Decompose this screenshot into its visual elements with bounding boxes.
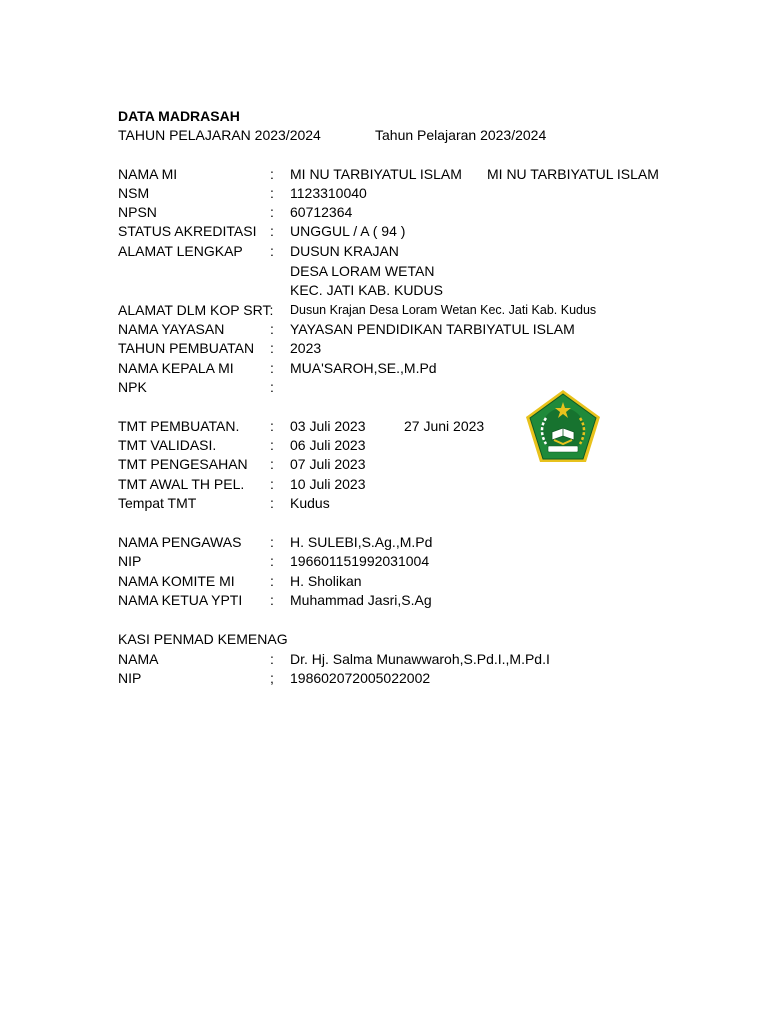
separator: : — [270, 534, 274, 550]
kepala-value: MUA'SAROH,SE.,M.Pd — [290, 360, 437, 376]
komite-label: NAMA KOMITE MI — [118, 573, 235, 589]
kasi-heading: KASI PENMAD KEMENAG — [118, 631, 288, 647]
nama-mi-value: MI NU TARBIYATUL ISLAM — [290, 166, 462, 182]
yayasan-value: YAYASAN PENDIDIKAN TARBIYATUL ISLAM — [290, 321, 575, 337]
separator: ; — [270, 670, 274, 686]
separator: : — [270, 592, 274, 608]
academic-year-upper: TAHUN PELAJARAN 2023/2024 — [118, 127, 321, 143]
separator: : — [270, 204, 274, 220]
alamat-line-3: KEC. JATI KAB. KUDUS — [290, 282, 443, 298]
separator: : — [270, 185, 274, 201]
alamat-label: ALAMAT LENGKAP — [118, 243, 243, 259]
kasi-nama-value: Dr. Hj. Salma Munawwaroh,S.Pd.I.,M.Pd.I — [290, 651, 550, 667]
academic-year-mixed: Tahun Pelajaran 2023/2024 — [375, 127, 547, 143]
separator: : — [270, 418, 274, 434]
kepala-label: NAMA KEPALA MI — [118, 360, 234, 376]
separator: : — [270, 223, 274, 239]
tempat-tmt-label: Tempat TMT — [118, 495, 197, 511]
tmt-awal-value: 10 Juli 2023 — [290, 476, 366, 492]
tmt-pengesahan-label: TMT PENGESAHAN — [118, 456, 248, 472]
separator: : — [270, 437, 274, 453]
ypti-value: Muhammad Jasri,S.Ag — [290, 592, 432, 608]
alamat-line-1: DUSUN KRAJAN — [290, 243, 399, 259]
alamat-line-2: DESA LORAM WETAN — [290, 263, 435, 279]
separator: : — [270, 166, 274, 182]
tmt-validasi-label: TMT VALIDASI. — [118, 437, 217, 453]
separator: : — [270, 360, 274, 376]
tempat-tmt-value: Kudus — [290, 495, 330, 511]
tmt-pembuatan-label: TMT PEMBUATAN. — [118, 418, 240, 434]
pengawas-label: NAMA PENGAWAS — [118, 534, 242, 550]
separator: : — [270, 379, 274, 395]
separator: : — [270, 243, 274, 259]
separator: : — [270, 476, 274, 492]
kemenag-emblem-icon — [524, 388, 602, 466]
kop-label: ALAMAT DLM KOP SRT: — [118, 302, 274, 318]
akreditasi-value: UNGGUL / A ( 94 ) — [290, 223, 406, 239]
akreditasi-label: STATUS AKREDITASI — [118, 223, 257, 239]
separator: : — [270, 495, 274, 511]
tmt-awal-label: TMT AWAL TH PEL. — [118, 476, 245, 492]
nsm-value: 1123310040 — [290, 185, 367, 201]
separator: : — [270, 651, 274, 667]
npsn-label: NPSN — [118, 204, 157, 220]
kasi-nama-label: NAMA — [118, 651, 159, 667]
pengawas-nip-value: 196601151992031004 — [290, 553, 430, 569]
separator: : — [270, 456, 274, 472]
separator: : — [270, 573, 274, 589]
kasi-nip-label: NIP — [118, 670, 142, 686]
tmt-pembuatan-extra: 27 Juni 2023 — [404, 418, 485, 434]
kop-value: Dusun Krajan Desa Loram Wetan Kec. Jati Kab. Kudus — [290, 303, 597, 317]
tmt-pengesahan-value: 07 Juli 2023 — [290, 456, 366, 472]
nsm-label: NSM — [118, 185, 150, 201]
npsn-value: 60712364 — [290, 204, 353, 220]
tmt-validasi-value: 06 Juli 2023 — [290, 437, 366, 453]
pengawas-nip-label: NIP — [118, 553, 142, 569]
tahun-pembuatan-value: 2023 — [290, 340, 322, 356]
separator: : — [270, 321, 274, 337]
separator: : — [270, 340, 274, 356]
komite-value: H. Sholikan — [290, 573, 362, 589]
pengawas-value: H. SULEBI,S.Ag.,M.Pd — [290, 534, 433, 550]
tmt-pembuatan-value: 03 Juli 2023 — [290, 418, 366, 434]
kasi-nip-value: 198602072005022002 — [290, 670, 431, 686]
ypti-label: NAMA KETUA YPTI — [118, 592, 243, 608]
nama-mi-label: NAMA MI — [118, 166, 178, 182]
tahun-pembuatan-label: TAHUN PEMBUATAN — [118, 340, 255, 356]
nama-mi-value-duplicate: MI NU TARBIYATUL ISLAM — [487, 166, 659, 182]
document-title: DATA MADRASAH — [118, 108, 240, 124]
separator: : — [270, 553, 274, 569]
yayasan-label: NAMA YAYASAN — [118, 321, 225, 337]
npk-label: NPK — [118, 379, 147, 395]
